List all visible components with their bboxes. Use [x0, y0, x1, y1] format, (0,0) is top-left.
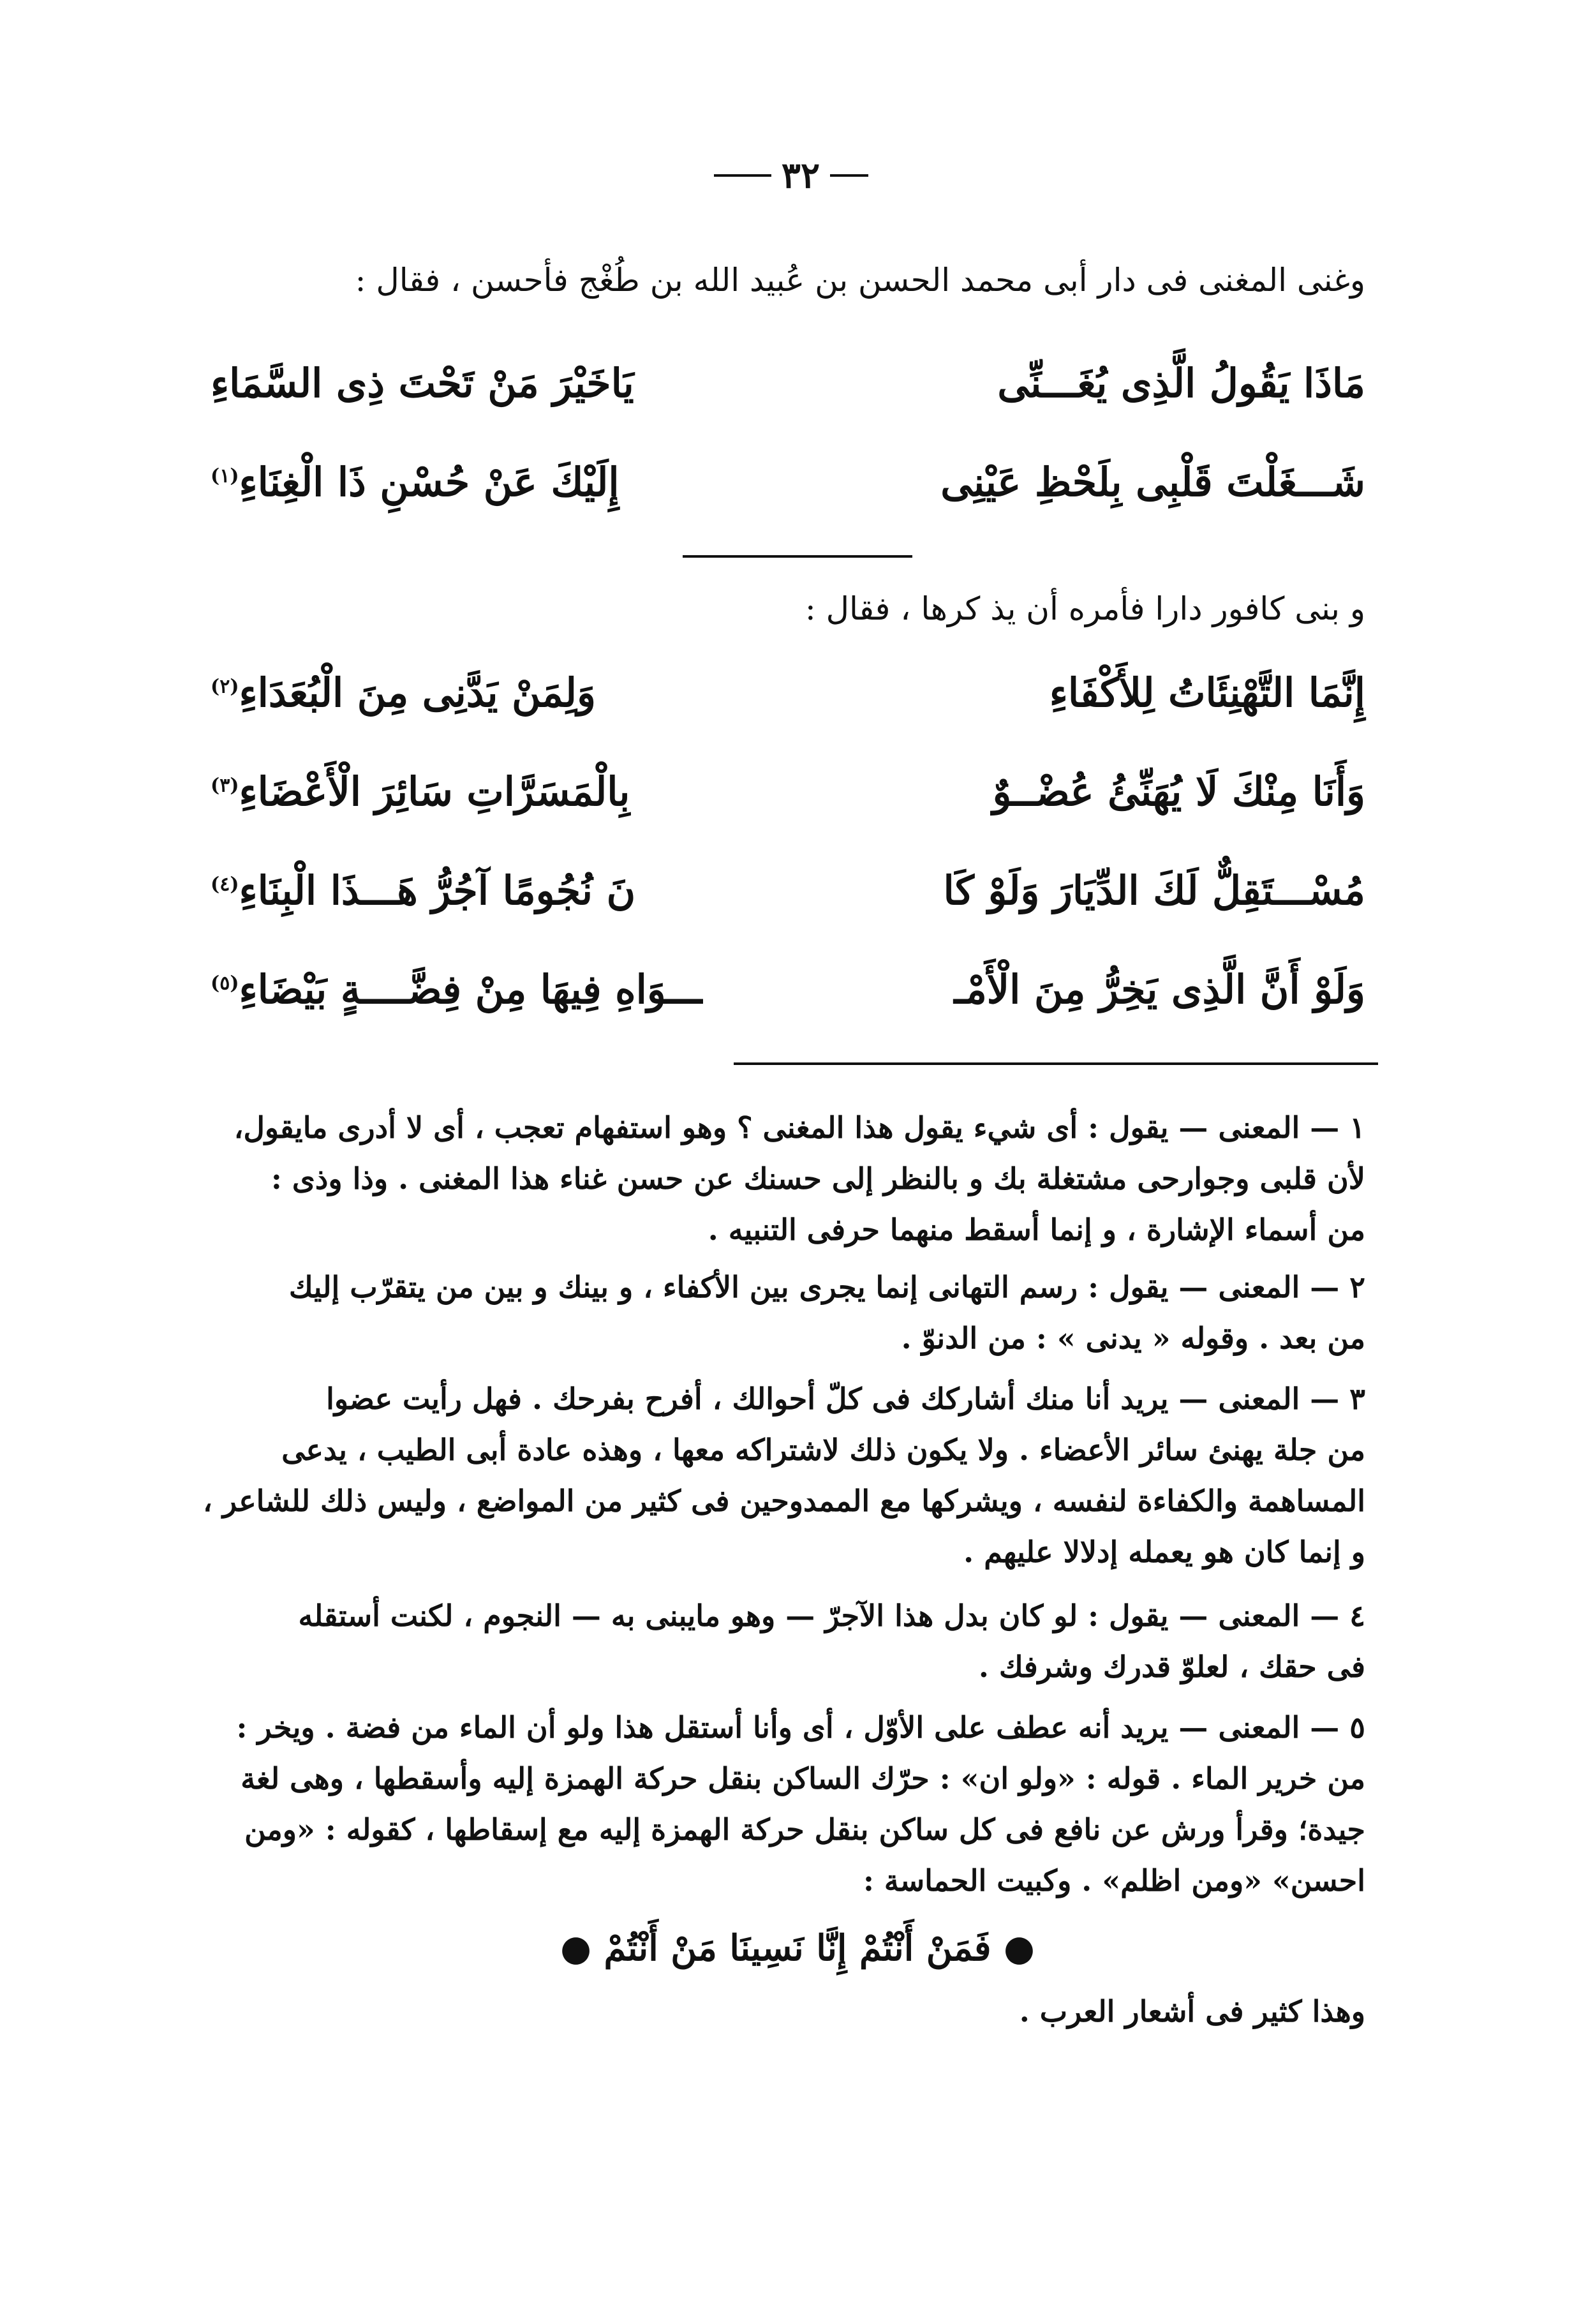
page-header	[657, 153, 925, 198]
footnote-5-line-3: جيدة؛ وقرأ ورش عن نافع فى كل ساكن بنقل حركة الهمزة إليه مع إسقاطها ، كقوله : «ومن	[244, 1812, 1365, 1847]
verse-first-hemistich: شَـــغَلْتَ قَلْبِى بِلَحْظِ عَيْنِى	[940, 458, 1365, 505]
footnote-5-line-4: احسن» «ومن اظلم» . وكبيت الحماسة :	[863, 1863, 1365, 1898]
verse-text: بِالْمَسَرَّاتِ سَائِرَ الْأَعْضَاءِ	[239, 768, 630, 815]
verse-text: ـــوَاهِ فِيهَا مِنْ فِضَّــــةٍ بَيْضَاءِ	[239, 965, 702, 1013]
footnote-marker: (٤)	[211, 872, 239, 895]
footnote-1-line-1: ١ — المعنى — يقول : أى شيء يقول هذا المغنى ؟ وهو استفهام تعجب ، أى لا أدرى مايقول،	[234, 1110, 1365, 1145]
footnote-3-line-4: و إنما كان هو يعمله إدلالا عليهم .	[963, 1535, 1365, 1569]
footnote-2-line-1: ٢ — المعنى — يقول : رسم التهانى إنما يجرى بين الأكفاء ، و بينك و بين من يتقرّب إليك	[288, 1270, 1365, 1304]
verse-text: نَ نُجُومًا آجُرُّ هَـــذَا الْبِنَاءِ	[239, 867, 636, 914]
poem1-intro: وغنى المغنى فى دار أبى محمد الحسن بن عُبيد الله بن طُغْج فأحسن ، فقال :	[355, 262, 1365, 299]
footnote-marker: (٥)	[211, 971, 239, 994]
footnote-1-line-2: لأن قلبى وجوارحى مشتغلة بك و بالنظر إلى حسنك عن حسن غناء هذا المغنى . وذا وذى :	[271, 1161, 1365, 1196]
verse-first-hemistich: وَأَنَا مِنْكَ لَا يُهَنِّئُ عُضْــوٌ	[992, 768, 1365, 815]
verse-text: يَاخَيْرَ مَنْ تَحْتَ ذِى السَّمَاءِ	[211, 359, 634, 406]
poem2-verse-1	[211, 657, 1365, 727]
verse-second-hemistich	[211, 966, 742, 1013]
header-dash-right	[830, 174, 868, 177]
header-dash-left	[714, 174, 771, 177]
poem2-verse-4	[211, 954, 1365, 1024]
verse-first-hemistich: مُسْـــتَقِلٌّ لَكَ الدِّيَارَ وَلَوْ كَا	[943, 867, 1365, 914]
quoted-verse: ● فَمَنْ أَنْتُمْ إِنَّا نَسِينَا مَنْ أَنْتُمْ ●	[560, 1927, 1035, 1969]
verse-second-hemistich	[211, 867, 742, 914]
footnote-4-line-1: ٤ — المعنى — يقول : لو كان بدل هذا الآجرّ — وهو مايبنى به — النجوم ، لكنت أستقله	[298, 1598, 1365, 1633]
poem2-verse-2	[211, 756, 1365, 826]
verse-second-hemistich	[211, 459, 742, 505]
footnote-marker: (٣)	[211, 773, 239, 796]
verse-text: وَلِمَنْ يَدَّنِى مِنَ الْبُعَدَاءِ	[239, 669, 596, 716]
footnote-2-line-2: من بعد . وقوله « يدنى » : من الدنوّ .	[901, 1321, 1365, 1355]
poem2-intro: و بنى كافور دارا فأمره أن يذ كرها ، فقال :	[805, 590, 1365, 627]
closing-line: وهذا كثير فى أشعار العرب .	[1019, 1994, 1365, 2029]
poem2-verse-3	[211, 855, 1365, 925]
footnote-marker: (٢)	[211, 674, 239, 697]
verse-second-hemistich	[211, 360, 742, 406]
footnote-5-line-2: من خرير الماء . قوله : «ولو ان» : حرّك الساكن بنقل حركة الهمزة إليه وأسقطها ، وهى لغة	[241, 1761, 1365, 1796]
page-number: ٣٢	[781, 154, 820, 197]
poem1-verse-2	[211, 447, 1365, 517]
footnote-3-line-2: من جلة يهنئ سائر الأعضاء . ولا يكون ذلك لاشتراكه معها ، وهذه عادة أبى الطيب ، يدعى	[281, 1433, 1365, 1467]
verse-first-hemistich: وَلَوْ أَنَّ الَّذِى يَخِرُّ مِنَ الْأَمْـ	[954, 965, 1365, 1013]
footnote-4-line-2: فى حقك ، لعلوّ قدرك وشرفك .	[978, 1650, 1365, 1684]
footnote-1-line-3: من أسماء الإشارة ، و إنما أسقط منهما حرفى التنبيه .	[708, 1212, 1365, 1247]
verse-first-hemistich: مَاذَا يَقُولُ الَّذِى يُغَـــنِّى	[997, 359, 1365, 406]
footnote-3-line-1: ٣ — المعنى — يريد أنا منك أشاركك فى كلّ أحوالك ، أفرح بفرحك . فهل رأيت عضوا	[326, 1382, 1365, 1416]
verse-text: إِلَيْكَ عَنْ حُسْنِ ذَا الْغِنَاءِ	[239, 458, 619, 505]
verse-second-hemistich	[211, 768, 742, 815]
footnote-3-line-3: المساهمة والكفاءة لنفسه ، ويشركها مع الممدوحين فى كثير من المواضع ، وليس ذلك للشاعر ،	[202, 1484, 1365, 1518]
verse-second-hemistich	[211, 669, 742, 716]
section-divider	[683, 555, 912, 558]
footnote-5-line-1: ٥ — المعنى — يريد أنه عطف على الأوّل ، أى وأنا أستقل هذا ولو أن الماء من فضة . ويخر :	[236, 1710, 1365, 1745]
footnote-marker: (١)	[211, 464, 239, 487]
footnotes-divider	[734, 1062, 1378, 1065]
poem1-verse-1	[211, 348, 1365, 418]
verse-first-hemistich: إِنَّمَا التَّهْنِئَاتُ لِلأَكْفَاءِ	[1049, 669, 1365, 716]
